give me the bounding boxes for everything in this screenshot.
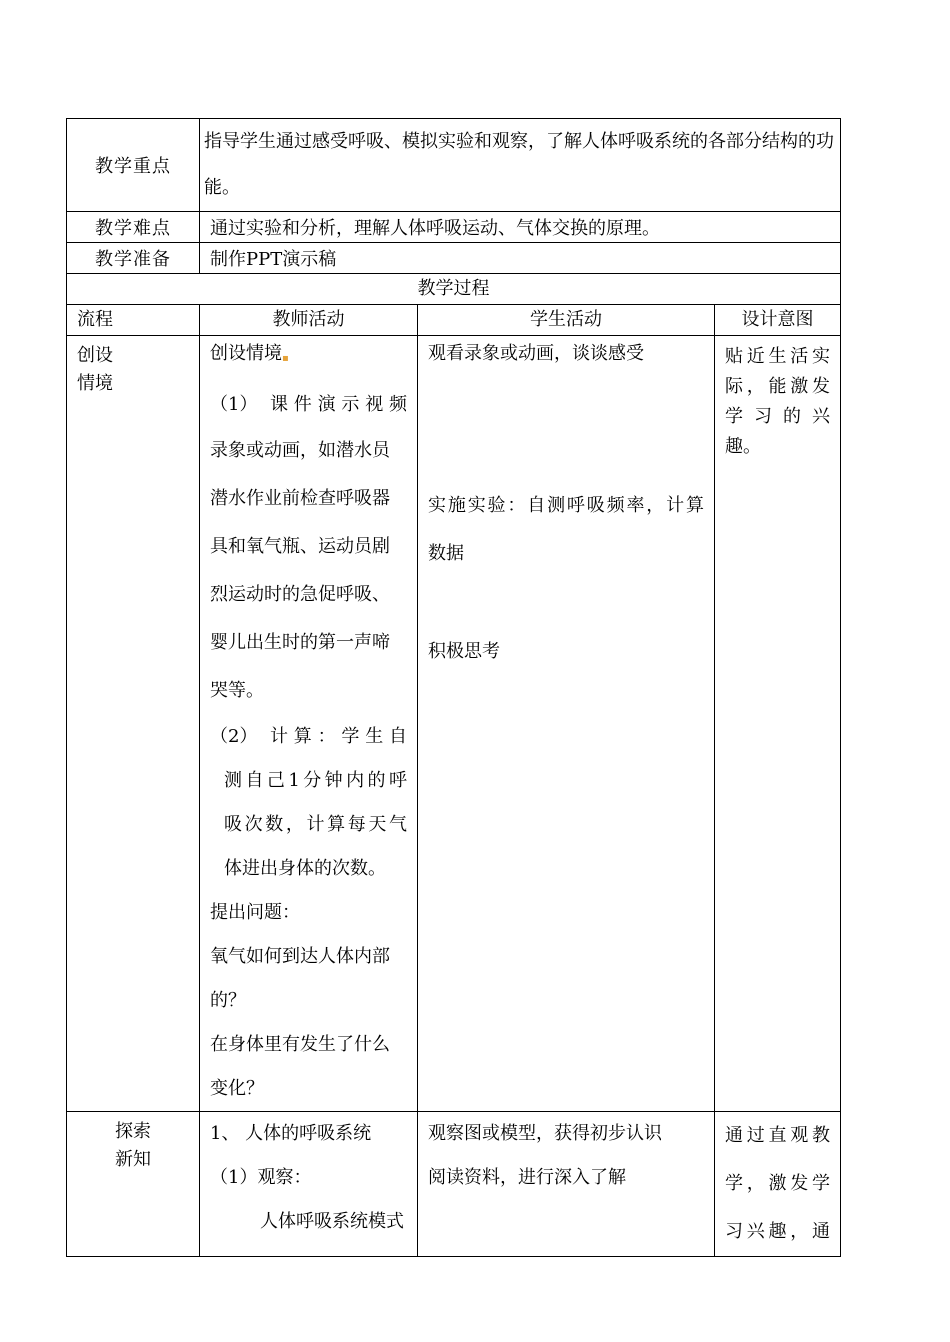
item1-line: 具和氧气瓶、运动员剧 — [210, 536, 390, 557]
stage1-flow-line: 创设 — [77, 345, 113, 366]
item1-first-line: 课件演示视频 — [270, 394, 407, 415]
item2-number: （2） — [210, 726, 258, 747]
item1-line: 录象或动画，如潜水员 — [210, 440, 390, 461]
stage2-intent-line: 学，激发学 — [725, 1173, 831, 1194]
stage1-flow-line: 情境 — [77, 373, 113, 394]
stage1-intent — [715, 336, 841, 1112]
stage2-intent-line: 通过直观教 — [725, 1125, 831, 1146]
stage2-teacher-line: 人体呼吸系统模式 — [260, 1211, 404, 1232]
question-label: 提出问题： — [210, 902, 300, 923]
question-line: 的？ — [210, 990, 246, 1011]
caret-mark-icon: ▪ — [282, 353, 289, 364]
process-title-row — [67, 274, 841, 305]
stage2-teacher — [200, 1112, 418, 1257]
stage2-intent-line: 习兴趣，通 — [725, 1221, 831, 1242]
item2-line: 体进出身体的次数。 — [224, 858, 386, 879]
stage2-student — [418, 1112, 715, 1257]
column-header-flow: 流程 — [67, 305, 200, 336]
stage2-row — [67, 1112, 841, 1257]
intent-line: 际，能激发 — [725, 376, 831, 397]
column-header-intent: 设计意图 — [715, 305, 841, 336]
difficulty-text: 通过实验和分析，理解人体呼吸运动、气体交换的原理。 — [200, 212, 841, 243]
preparation-label: 教学准备 — [67, 243, 200, 274]
student-line: 数据 — [428, 543, 464, 564]
intent-line: 趣。 — [725, 436, 761, 457]
stage2-teacher-line: （1）观察： — [210, 1167, 312, 1188]
key-point-label: 教学重点 — [67, 119, 200, 212]
key-point-text: 指导学生通过感受呼吸、模拟实验和观察，了解人体呼吸系统的各部分结构的功能。 — [200, 119, 841, 212]
student-line: 积极思考 — [428, 641, 500, 662]
question-line: 氧气如何到达人体内部 — [210, 946, 390, 967]
question-line: 变化？ — [210, 1078, 264, 1099]
preparation-text: 制作PPT演示稿 — [200, 243, 841, 274]
student-line: 实施实验：自测呼吸频率，计算 — [428, 495, 704, 516]
difficulty-row — [67, 212, 841, 243]
stage1-row — [67, 336, 841, 1112]
item1-line: 潜水作业前检查呼吸器 — [210, 488, 390, 509]
process-title: 教学过程 — [67, 274, 841, 305]
item1-line: 哭等。 — [210, 680, 264, 701]
item2-line: 吸次数，计算每天气 — [224, 814, 407, 835]
stage1-student — [418, 336, 715, 1112]
column-header-teacher: 教师活动 — [200, 305, 418, 336]
item2-first-line: 计算：学生自 — [270, 726, 407, 747]
column-header-row — [67, 305, 841, 336]
item2-line: 测自己1分钟内的呼 — [224, 770, 407, 791]
column-header-student: 学生活动 — [418, 305, 715, 336]
student-line: 观看录象或动画，谈谈感受 — [428, 343, 644, 364]
item1-number: （1） — [210, 394, 258, 415]
lesson-plan-table — [66, 118, 841, 1257]
stage1-teacher-heading: 创设情境 — [210, 343, 282, 364]
stage2-flow-line: 新知 — [115, 1149, 151, 1170]
stage2-student-line: 阅读资料，进行深入了解 — [428, 1167, 626, 1188]
stage2-teacher-line: 1、 人体的呼吸系统 — [210, 1123, 372, 1144]
difficulty-label: 教学难点 — [67, 212, 200, 243]
stage2-flow-line: 探索 — [115, 1121, 151, 1142]
stage2-intent — [715, 1112, 841, 1257]
item1-line: 婴儿出生时的第一声啼 — [210, 632, 390, 653]
intent-line: 学习的兴 — [725, 406, 831, 427]
key-point-row — [67, 119, 841, 212]
question-line: 在身体里有发生了什么 — [210, 1034, 390, 1055]
stage2-flow — [67, 1112, 200, 1257]
preparation-row — [67, 243, 841, 274]
intent-line: 贴近生活实 — [725, 346, 831, 367]
stage1-flow — [67, 336, 200, 1112]
stage2-student-line: 观察图或模型，获得初步认识 — [428, 1123, 662, 1144]
item1-line: 烈运动时的急促呼吸、 — [210, 584, 390, 605]
stage1-teacher — [200, 336, 418, 1112]
